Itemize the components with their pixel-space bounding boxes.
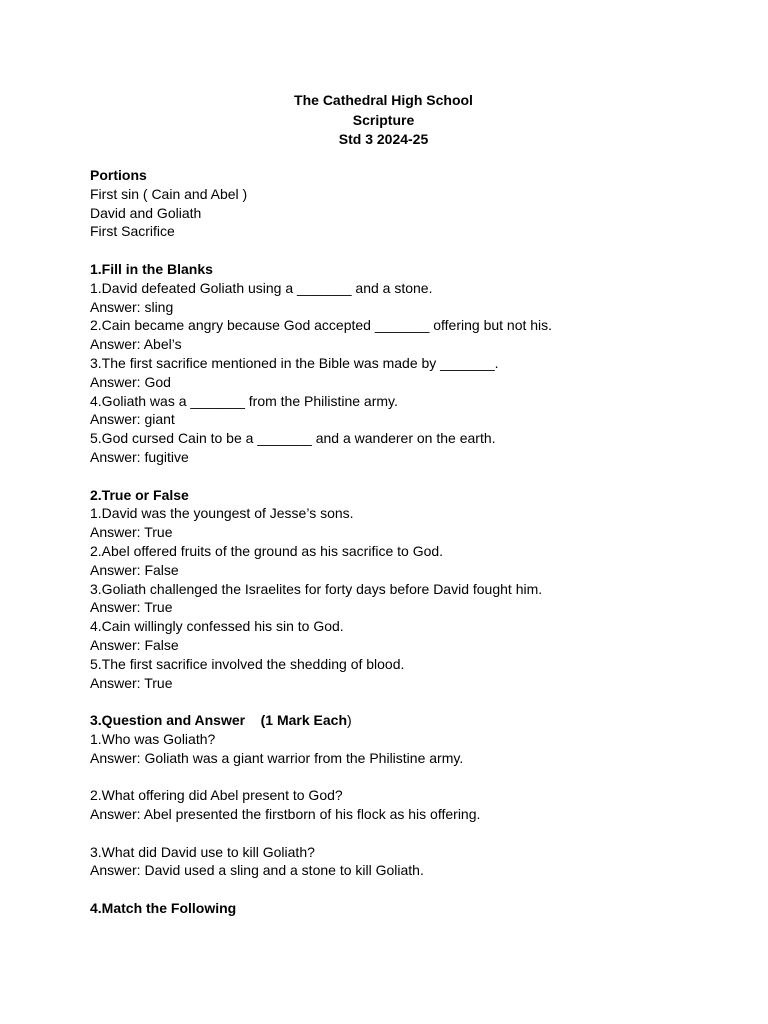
fill-blank-answer: Answer: fugitive bbox=[90, 448, 189, 465]
qa-question: 1.Who was Goliath? bbox=[90, 730, 216, 747]
true-false-question: 2.Abel offered fruits of the ground as his sacrifice to God. bbox=[90, 542, 444, 559]
portion-item: David and Goliath bbox=[90, 204, 202, 221]
class-year: Std 3 2024-25 bbox=[338, 131, 429, 147]
true-false-answer: Answer: True bbox=[90, 524, 173, 541]
true-false-question: 1.David was the youngest of Jesse’s sons. bbox=[90, 505, 354, 522]
fill-blank-question: 4.Goliath was a _______ from the Philistine army. bbox=[90, 392, 398, 409]
fill-blank-answer: Answer: sling bbox=[90, 298, 174, 315]
true-false-answer: Answer: True bbox=[90, 674, 173, 691]
qa-answer: Answer: Goliath was a giant warrior from the Philistine army. bbox=[90, 749, 464, 766]
fill-blank-answer: Answer: God bbox=[90, 373, 171, 390]
match-heading: 4.Match the Following bbox=[90, 900, 237, 917]
fill-blank-answer: Answer: Abel’s bbox=[90, 336, 182, 353]
qa-heading bbox=[90, 711, 710, 730]
qa-answer: Answer: Abel presented the firstborn of his flock as his offering. bbox=[90, 806, 481, 823]
portions-heading: Portions bbox=[90, 167, 147, 183]
fill-blank-question: 5.God cursed Cain to be a _______ and a wanderer on the earth. bbox=[90, 430, 496, 447]
true-false-answer: Answer: True bbox=[90, 599, 173, 616]
worksheet-header bbox=[90, 91, 677, 150]
true-false-question: 5.The first sacrifice involved the shedding of blood. bbox=[90, 655, 405, 672]
qa-question: 2.What offering did Abel present to God? bbox=[90, 787, 343, 804]
school-name: The Cathedral High School bbox=[294, 92, 473, 108]
item-gap bbox=[90, 824, 710, 843]
qa-answer: Answer: David used a sling and a stone to kill Goliath. bbox=[90, 862, 424, 879]
section-gap bbox=[90, 241, 710, 260]
fill-blank-question: 1.David defeated Goliath using a _______ and a stone. bbox=[90, 279, 433, 296]
true-false-question: 4.Cain willingly confessed his sin to God. bbox=[90, 618, 344, 635]
subject-title: Scripture bbox=[352, 111, 415, 128]
true-false-answer: Answer: False bbox=[90, 561, 179, 578]
fill-blank-answer: Answer: giant bbox=[90, 411, 175, 428]
section-gap bbox=[90, 692, 710, 711]
fill-blank-question: 2.Cain became angry because God accepted _______ offering but not his. bbox=[90, 317, 553, 334]
qa-question: 3.What did David use to kill Goliath? bbox=[90, 843, 315, 860]
true-false-answer: Answer: False bbox=[90, 636, 179, 653]
true-false-heading: 2.True or False bbox=[90, 486, 189, 503]
section-gap bbox=[90, 467, 710, 486]
portion-item: First sin ( Cain and Abel ) bbox=[90, 185, 248, 202]
fill-blanks-heading: 1.Fill in the Blanks bbox=[90, 260, 213, 277]
qa-heading-tail: ) bbox=[347, 712, 352, 729]
qa-heading-main: 3.Question and Answer (1 Mark Each bbox=[90, 712, 347, 729]
portion-item: First Sacrifice bbox=[90, 223, 175, 240]
true-false-question: 3.Goliath challenged the Israelites for forty days before David fought him. bbox=[90, 580, 543, 597]
item-gap bbox=[90, 768, 710, 787]
worksheet-content bbox=[90, 166, 710, 918]
fill-blank-question: 3.The first sacrifice mentioned in the Bible was made by _______. bbox=[90, 354, 499, 371]
section-gap bbox=[90, 880, 710, 899]
